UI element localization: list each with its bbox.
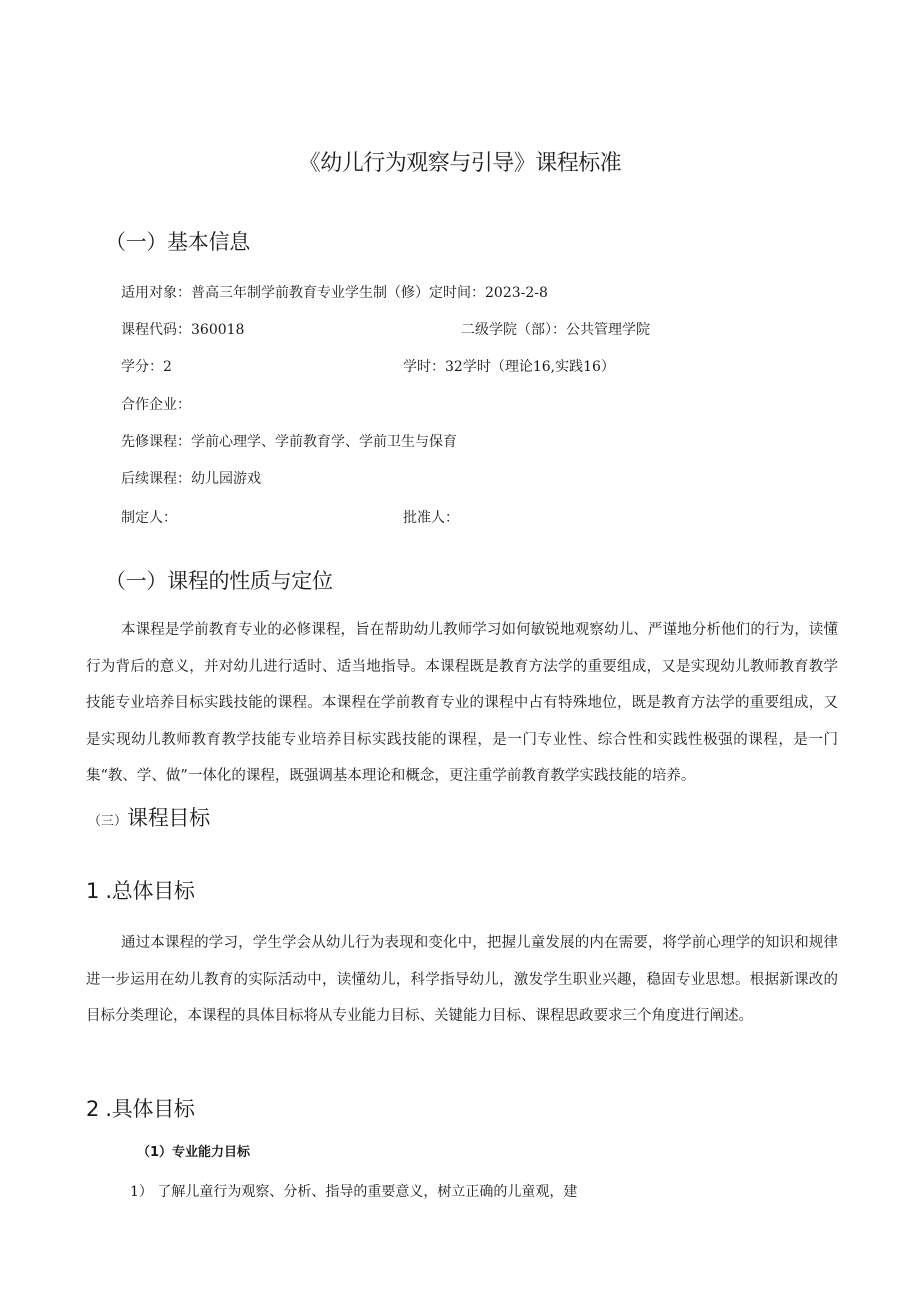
author: 制定人：: [121, 510, 177, 526]
partner-company: 合作企业：: [121, 397, 191, 413]
section-objectives-text: 课程目标: [127, 806, 210, 830]
overall-objective-heading: 1 .总体目标: [86, 879, 195, 903]
college: 二级学院（部）：公共管理学院: [461, 322, 650, 338]
class-hours: 学时：32学时（理论16,实践16）: [403, 359, 615, 375]
nature-paragraph: 本课程是学前教育专业的必修课程，旨在帮助幼儿教师学习如何敏锐地观察幼儿、严谨地分析他们的行为，读懂行为背后的意义，并对幼儿进行适时、适当地指导。本课程既是教育方法学的重要组成，又是实现幼儿教师教育教学技能专业培养目标实践技能的课程。本课程在学前教育专业的课程中占有特殊地位，既是教育方法学的重要组成，又是实现幼儿教师教育教学技能专业培养目标实践技能的课程，是一门专业性、综合性和实践性极强的课程，是一门集“教、学、做”一体化的课程，既强调基本理论和概念，更注重学前教育教学实践技能的培养。: [86, 622, 838, 784]
professional-ability-heading: （1）专业能力目标: [137, 1145, 251, 1160]
document-title: 《幼儿行为观察与引导》课程标准: [298, 151, 622, 176]
section-nature-heading: （一）课程的性质与定位: [105, 569, 333, 593]
applicable-target: 适用对象：普高三年制学前教育专业学生制（修）定时间：2023-2-8: [121, 285, 548, 301]
follow-up-courses: 后续课程：幼儿园游戏: [121, 471, 261, 487]
approver: 批准人：: [403, 510, 459, 526]
section-objectives-prefix: （三）: [88, 814, 128, 829]
section-objectives-heading: [88, 802, 210, 832]
objective-item-1: 1） 了解儿童行为观察、分析、指导的重要意义，树立正确的儿童观，建: [130, 1184, 578, 1200]
specific-objective-heading: 2 .具体目标: [86, 1097, 195, 1121]
credit: 学分：2: [121, 359, 172, 375]
prerequisite-courses: 先修课程：学前心理学、学前教育学、学前卫生与保育: [121, 434, 457, 450]
course-code: 课程代码：360018: [121, 322, 245, 338]
overall-objective-paragraph: 通过本课程的学习，学生学会从幼儿行为表现和变化中，把握儿童发展的内在需要，将学前心理学的知识和规律进一步运用在幼儿教育的实际活动中，读懂幼儿，科学指导幼儿，激发学生职业兴趣，稳固专业思想。根据新课改的目标分类理论，本课程的具体目标将从专业能力目标、关键能力目标、课程思政要求三个角度进行阐述。: [86, 935, 838, 1024]
section-basic-info-heading: （一）基本信息: [105, 230, 250, 254]
